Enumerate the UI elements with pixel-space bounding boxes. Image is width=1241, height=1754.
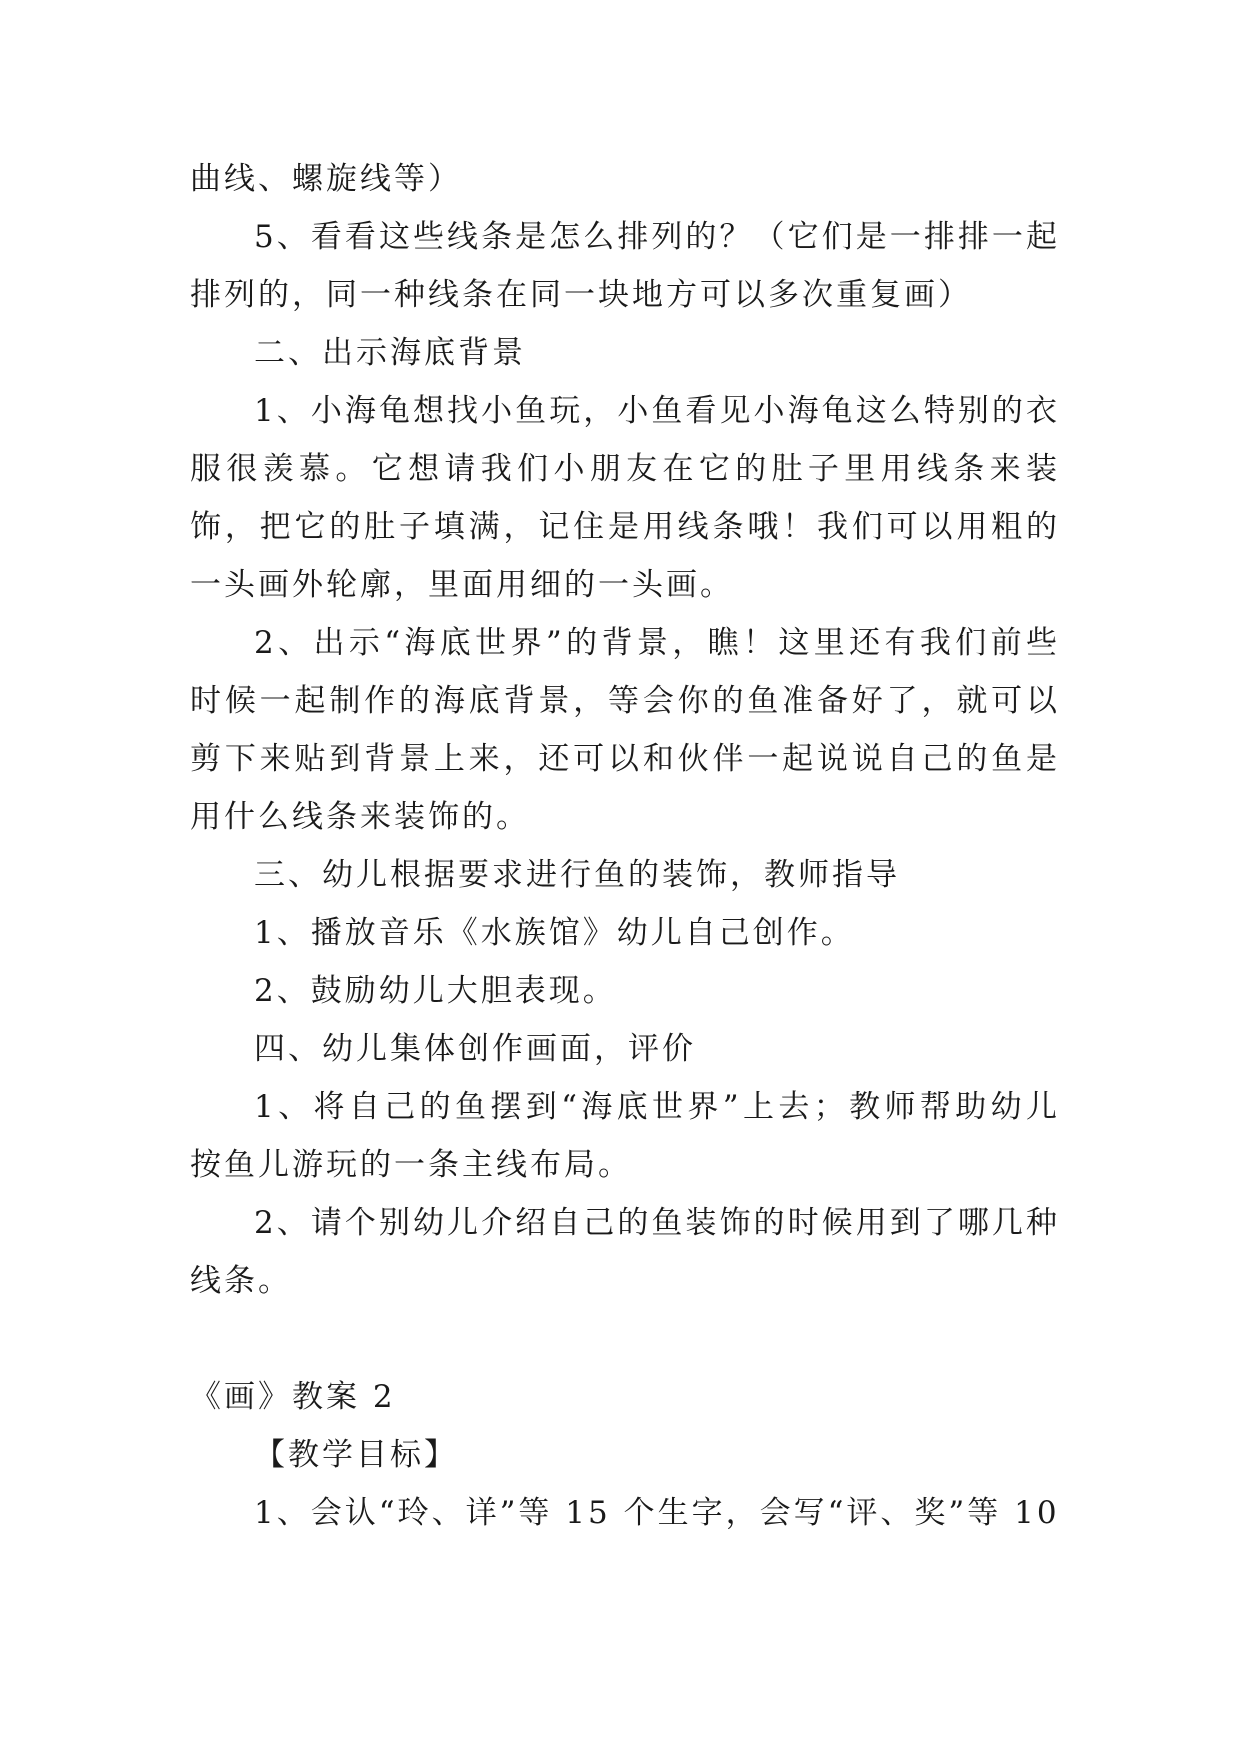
section-heading: 四、幼儿集体创作画面，评价 (254, 1031, 696, 1067)
paragraph: 1、小海龟想找小鱼玩，小鱼看见小海龟这么特别的衣服很羡慕。它想请我们小朋友在它的肚子里用线条来装饰，把它的肚子填满，记住是用线条哦！我们可以用粗的一头画外轮廓，里面用细的一头画。 (190, 393, 1060, 603)
section-heading: 三、幼儿根据要求进行鱼的装饰，教师指导 (254, 857, 900, 893)
section-spacer (190, 1310, 1060, 1368)
subsection-heading: 【教学目标】 (254, 1437, 458, 1473)
paragraph: 2、鼓励幼儿大胆表现。 (254, 973, 617, 1009)
paragraph: 1、会认“玲、详”等 15 个生字，会写“评、奖”等 10 (254, 1495, 1060, 1531)
paragraph: 曲线、螺旋线等） (190, 161, 462, 197)
section-title: 《画》教案 2 (190, 1379, 396, 1415)
paragraph: 5、看看这些线条是怎么排列的？（它们是一排排一起排列的，同一种线条在同一块地方可以多次重复画） (190, 219, 1060, 313)
paragraph: 1、播放音乐《水族馆》幼儿自己创作。 (254, 915, 855, 951)
document-body (190, 150, 1060, 1542)
paragraph: 1、将自己的鱼摆到“海底世界”上去；教师帮助幼儿按鱼儿游玩的一条主线布局。 (190, 1089, 1060, 1183)
section-heading: 二、出示海底背景 (254, 335, 526, 371)
paragraph: 2、请个别幼儿介绍自己的鱼装饰的时候用到了哪几种线条。 (190, 1205, 1060, 1299)
paragraph: 2、出示“海底世界”的背景，瞧！这里还有我们前些时候一起制作的海底背景，等会你的鱼准备好了，就可以剪下来贴到背景上来，还可以和伙伴一起说说自己的鱼是用什么线条来装饰的。 (190, 625, 1060, 835)
